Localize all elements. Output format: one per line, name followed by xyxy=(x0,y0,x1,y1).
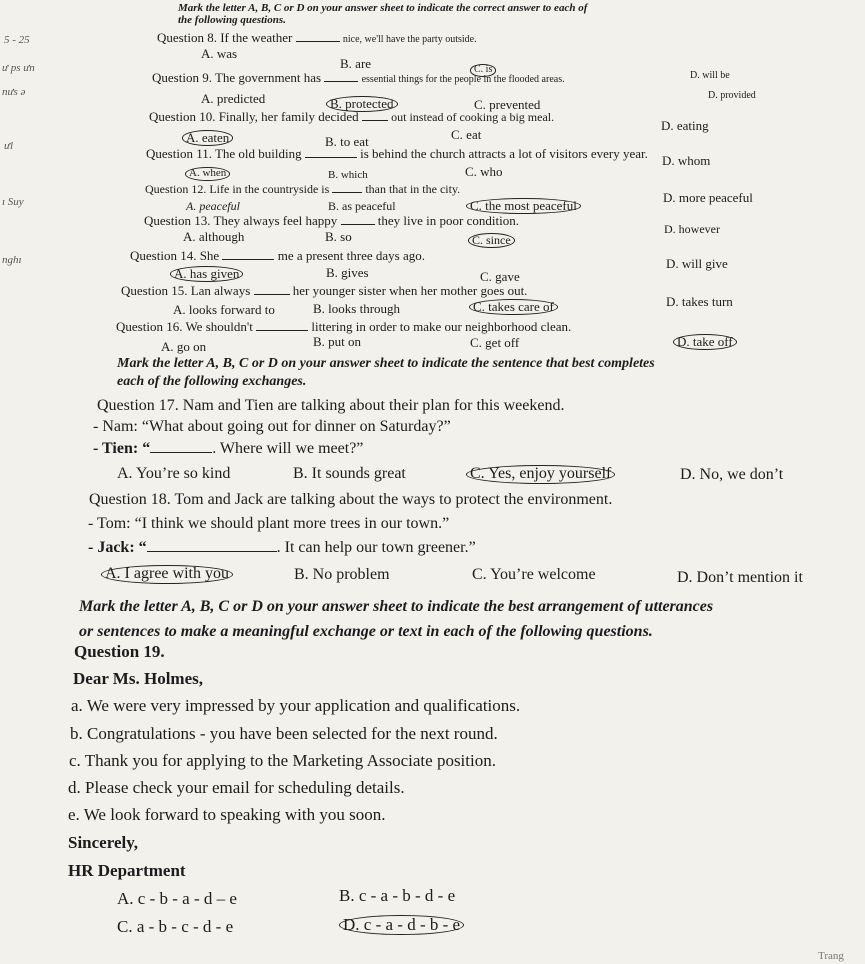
option: D. c - a - d - b - e xyxy=(339,915,464,935)
sentence-d: d. Please check your email for scheduling details. xyxy=(68,778,405,797)
option: A. I agree with you xyxy=(101,565,233,584)
option: A. has given xyxy=(170,266,243,282)
option: B. It sounds great xyxy=(293,465,406,482)
margin-note: nưs ə xyxy=(2,86,26,98)
option: C. prevented xyxy=(474,97,541,112)
footer-page-label: Trang xyxy=(818,950,844,962)
instruction-3: Mark the letter A, B, C or D on your answer sheet to indicate the best arrangement of utterances or sentences to make a meaningful exchange or text in each of the following questions. xyxy=(79,598,714,640)
instruction-2: Mark the letter A, B, C or D on your answer sheet to indicate the sentence that best completes each of the following exchanges. xyxy=(117,356,655,389)
option: C. is xyxy=(470,64,496,77)
option: C. get off xyxy=(470,335,520,350)
letter-salutation: Dear Ms. Holmes, xyxy=(73,669,203,688)
question-13-stem: Question 13. They always feel happy they live in poor condition. xyxy=(144,213,519,228)
question-8-stem: Question 8. If the weather nice, we'll have the party outside. xyxy=(157,30,477,45)
margin-note: 5 - 25 xyxy=(4,34,30,46)
question-17-title: Question 17. Nam and Tien are talking about their plan for this weekend. xyxy=(97,397,565,414)
question-15-stem: Question 15. Lan always her younger sister when her mother goes out. xyxy=(121,283,528,298)
option: A. predicted xyxy=(201,91,266,106)
option: C. takes care of xyxy=(469,299,558,315)
option: A. c - b - a - d – e xyxy=(117,889,237,908)
option: B. looks through xyxy=(313,301,401,316)
option: D. however xyxy=(664,222,720,236)
option: C. eat xyxy=(451,127,482,142)
option: A. although xyxy=(183,229,245,244)
question-10-stem: Question 10. Finally, her family decided out instead of cooking a big meal. xyxy=(149,109,555,124)
option: C. the most peaceful xyxy=(466,198,581,214)
question-11-stem: Question 11. The old building is behind the church attracts a lot of visitors every year. xyxy=(146,146,648,161)
option: A. You’re so kind xyxy=(117,465,231,482)
option: B. are xyxy=(340,56,372,71)
margin-note: nghı xyxy=(2,254,22,266)
option: D. take off xyxy=(673,334,737,350)
option: A. eaten xyxy=(182,130,233,146)
option: B. put on xyxy=(313,334,362,349)
margin-note: ư ps ưn xyxy=(2,62,35,74)
question-19-title: Question 19. xyxy=(74,642,165,661)
sentence-c: c. Thank you for applying to the Marketing Associate position. xyxy=(69,751,496,770)
option: C. a - b - c - d - e xyxy=(117,917,234,936)
option: C. who xyxy=(465,164,503,179)
question-18-line-1: - Tom: “I think we should plant more trees in our town.” xyxy=(88,515,450,532)
margin-note: ưl xyxy=(4,140,14,152)
instruction-1: Mark the letter A, B, C or D on your answer sheet to indicate the correct answer to each of the following questions. xyxy=(178,2,588,26)
option: C. gave xyxy=(480,269,520,284)
question-12-stem: Question 12. Life in the countryside is than that in the city. xyxy=(145,182,461,196)
question-18-title: Question 18. Tom and Jack are talking about the ways to protect the environment. xyxy=(89,491,613,508)
sentence-b: b. Congratulations - you have been selected for the next round. xyxy=(70,724,498,743)
option: B. as peaceful xyxy=(328,199,396,213)
question-17-line-2: - Tien: “ . Where will we meet?” xyxy=(93,440,364,457)
option: B. protected xyxy=(326,96,398,112)
option: A. was xyxy=(201,46,238,61)
option: B. so xyxy=(325,229,352,244)
option: B. to eat xyxy=(325,134,369,149)
option: C. since xyxy=(468,233,515,248)
letter-signature: HR Department xyxy=(68,861,186,880)
option: D. whom xyxy=(662,153,711,168)
letter-closing: Sincerely, xyxy=(68,833,139,852)
question-16-stem: Question 16. We shouldn't littering in order to make our neighborhood clean. xyxy=(116,319,572,334)
option: A. peaceful xyxy=(186,199,240,213)
option: C. Yes, enjoy yourself xyxy=(466,465,615,484)
margin-note: ı Suy xyxy=(2,196,24,208)
option: B. gives xyxy=(326,265,369,280)
option: D. Don’t mention it xyxy=(677,569,803,586)
question-18-line-2: - Jack: “ . It can help our town greener.” xyxy=(88,539,476,556)
option: A. when xyxy=(185,167,230,181)
option: A. go on xyxy=(161,339,207,354)
option: C. You’re welcome xyxy=(472,566,596,583)
option: D. will be xyxy=(690,70,730,81)
question-17-line-1: - Nam: “What about going out for dinner on Saturday?” xyxy=(93,418,451,435)
option: D. eating xyxy=(661,118,709,133)
option: B. c - a - b - d - e xyxy=(339,886,456,905)
option: B. No problem xyxy=(294,566,390,583)
question-14-stem: Question 14. She me a present three days ago. xyxy=(130,248,425,263)
option: D. more peaceful xyxy=(663,190,753,205)
option: A. looks forward to xyxy=(173,302,275,317)
option: B. which xyxy=(328,169,368,181)
question-9-stem: Question 9. The government has essential things for the people in the flooded areas. xyxy=(152,70,565,85)
option: D. provided xyxy=(708,90,756,101)
sentence-e: e. We look forward to speaking with you soon. xyxy=(68,805,386,824)
option: D. will give xyxy=(666,256,728,271)
option: D. No, we don’t xyxy=(680,466,784,483)
sentence-a: a. We were very impressed by your application and qualifications. xyxy=(71,696,521,715)
option: D. takes turn xyxy=(666,294,733,309)
